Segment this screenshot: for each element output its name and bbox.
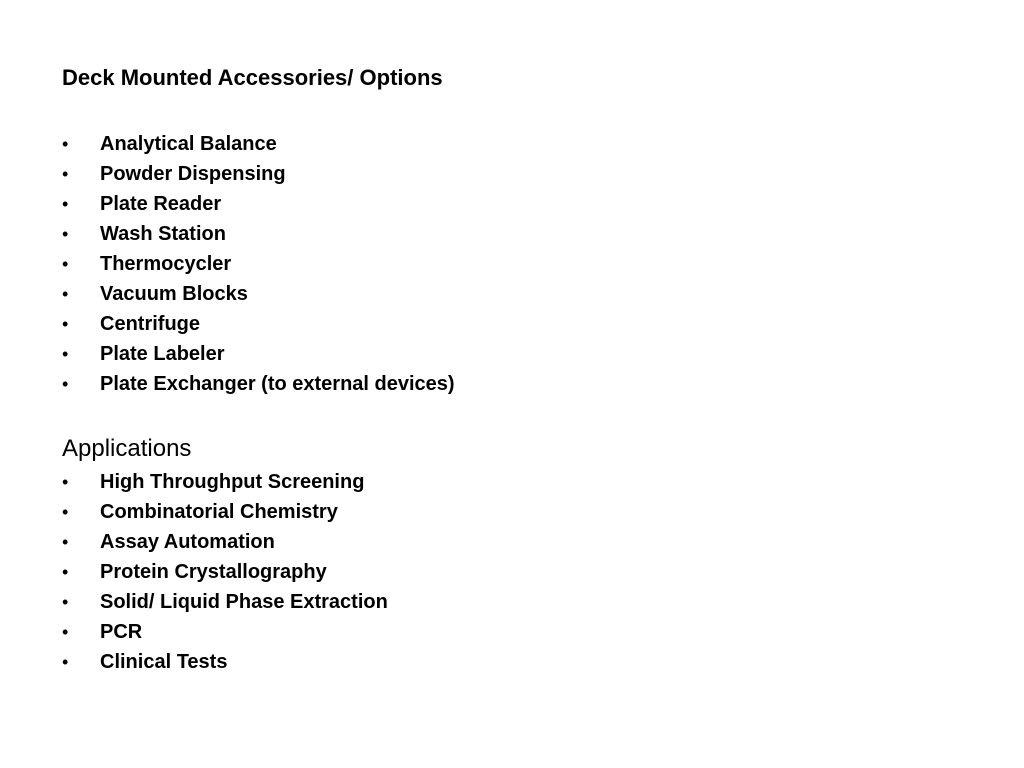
list-item-label: Powder Dispensing <box>100 163 286 185</box>
list-item-label: Analytical Balance <box>100 133 277 155</box>
bullet-icon: • <box>62 472 69 492</box>
bullet-icon: • <box>62 592 69 612</box>
list-item-label: Clinical Tests <box>100 651 228 673</box>
list-item-label: Thermocycler <box>100 253 232 275</box>
bullet-icon: • <box>62 284 69 304</box>
list-item-label: Combinatorial Chemistry <box>100 501 338 523</box>
bullet-icon: • <box>62 562 69 582</box>
bullet-icon: • <box>62 224 69 244</box>
bullet-icon: • <box>62 652 69 672</box>
list-item-label: Plate Reader <box>100 193 222 215</box>
bullet-icon: • <box>62 532 69 552</box>
list-item-label: Protein Crystallography <box>100 561 327 583</box>
list-item-label: Plate Labeler <box>100 343 225 365</box>
applications-heading: Applications <box>62 435 192 462</box>
list-item-label: Vacuum Blocks <box>100 283 248 305</box>
accessories-heading: Deck Mounted Accessories/ Options <box>62 65 443 90</box>
bullet-icon: • <box>62 314 69 334</box>
bullet-icon: • <box>62 502 69 522</box>
list-item-label: High Throughput Screening <box>100 471 365 493</box>
list-item-label: PCR <box>100 621 143 643</box>
list-item-label: Centrifuge <box>100 313 200 335</box>
bullet-icon: • <box>62 164 69 184</box>
bullet-icon: • <box>62 194 69 214</box>
list-item-label: Assay Automation <box>100 531 275 553</box>
bullet-icon: • <box>62 344 69 364</box>
list-item-label: Wash Station <box>100 223 226 245</box>
list-item-label: Plate Exchanger (to external devices) <box>100 373 455 395</box>
list-item-label: Solid/ Liquid Phase Extraction <box>100 591 388 613</box>
bullet-icon: • <box>62 374 69 394</box>
bullet-icon: • <box>62 134 69 154</box>
bullet-icon: • <box>62 622 69 642</box>
bullet-icon: • <box>62 254 69 274</box>
